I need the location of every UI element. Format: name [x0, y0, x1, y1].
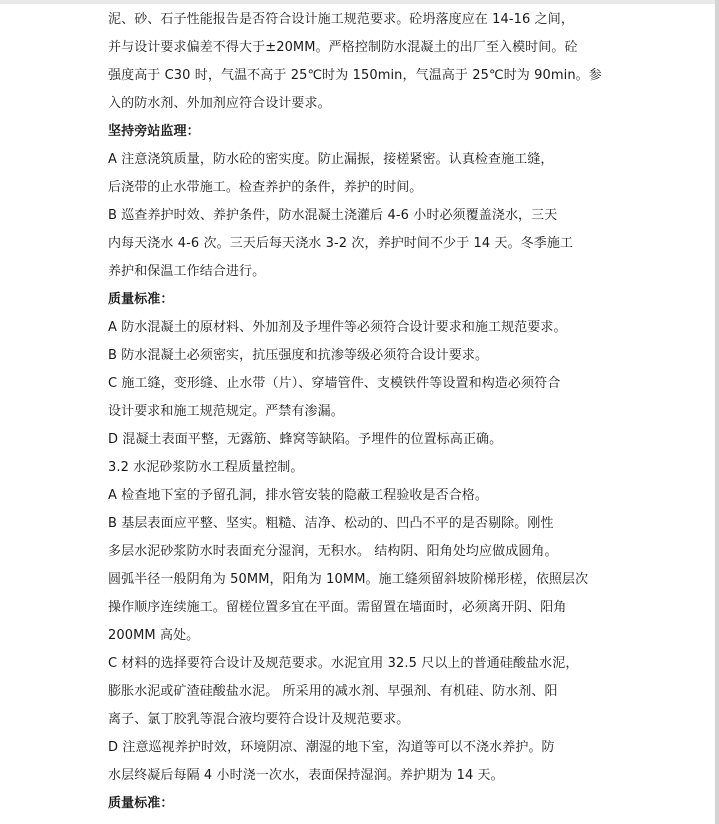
document-text-line: B 基层表面应平整、坚实。粗糙、洁净、松动的、凹凸不平的是否剔除。刚性	[108, 516, 554, 531]
document-text-line: C 材料的选择要符合设计及规范要求。水泥宜用 32.5 尺以上的普通硅酸盐水泥，	[108, 656, 579, 671]
document-text-line: 内每天浇水 4-6 次。三天后每天浇水 3-2 次，养护时间不少于 14 天。冬季施工	[108, 236, 574, 251]
window-scrollbar-edge	[715, 0, 719, 824]
document-text-line: 膨胀水泥或矿渣硅酸盐水泥。 所采用的减水剂、早强剂、有机硅、防水剂、阳	[108, 684, 558, 699]
document-body	[108, 6, 715, 818]
document-text-line: C 施工缝，变形缝、止水带（片）、穿墙管件、支模铁件等设置和构造必须符合	[108, 376, 561, 391]
document-text-line: A 检查地下室的予留孔洞，排水管安装的隐蔽工程验收是否合格。	[108, 488, 489, 503]
document-text-line: 并与设计要求偏差不得大于±20MM。严格控制防水混凝土的出厂至入模时间。砼	[108, 40, 578, 55]
section-heading: 质量标准：	[108, 292, 174, 307]
section-heading: 坚持旁站监理：	[108, 124, 200, 139]
document-text-line: A 防水混凝土的原材料、外加剂及予埋件等必须符合设计要求和施工规范要求。	[108, 320, 567, 335]
document-text-line: D 注意巡视养护时效，环境阴凉、潮湿的地下室，沟道等可以不浇水养护。防	[108, 740, 555, 755]
document-page	[0, 4, 715, 824]
document-text-line: 3.2 水泥砂浆防水工程质量控制。	[108, 460, 304, 475]
document-text-line: 后浇带的止水带施工。检查养护的条件，养护的时间。	[108, 180, 423, 195]
document-text-line: 养护和保温工作结合进行。	[108, 264, 266, 279]
section-heading: 质量标准：	[108, 796, 174, 811]
document-text-line: 入的防水剂、外加剂应符合设计要求。	[108, 96, 331, 111]
document-text-line: D 混凝土表面平整，无露筋、蜂窝等缺陷。予埋件的位置标高正确。	[108, 432, 503, 447]
document-text-line: 圆弧半径一般阴角为 50MM，阳角为 10MM。施工缝须留斜坡阶梯形槎，依照层次	[108, 572, 589, 587]
document-text-line: 操作顺序连续施工。留槎位置多宜在平面。需留置在墙面时，必须离开阴、阳角	[108, 600, 567, 615]
document-text-line: 泥、砂、石子性能报告是否符合设计施工规范要求。砼坍落度应在 14-16 之间，	[108, 12, 574, 27]
document-text-line: A 注意浇筑质量，防水砼的密实度。防止漏振，接槎紧密。认真检查施工缝，	[108, 152, 554, 167]
document-text-line: B 防水混凝土必须密实，抗压强度和抗渗等级必须符合设计要求。	[108, 348, 489, 363]
document-text-line: 多层水泥砂浆防水时表面充分湿润，无积水。 结构阴、阳角处均应做成圆角。	[108, 544, 558, 559]
document-text-line: 强度高于 C30 时，气温不高于 25℃时为 150min，气温高于 25℃时为 90min。参	[108, 68, 602, 83]
document-text-line: 水层终凝后每隔 4 小时浇一次水，表面保持湿润。养护期为 14 天。	[108, 768, 504, 783]
document-text-line: B 巡查养护时效、养护条件，防水混凝土浇灌后 4-6 小时必须覆盖浇水，三天	[108, 208, 558, 223]
document-text-line: 离子、氯丁胶乳等混合液均要符合设计及规范要求。	[108, 712, 410, 727]
document-text-line: 设计要求和施工规范规定。严禁有渗漏。	[108, 404, 344, 419]
document-text-line: 200MM 高处。	[108, 628, 200, 643]
